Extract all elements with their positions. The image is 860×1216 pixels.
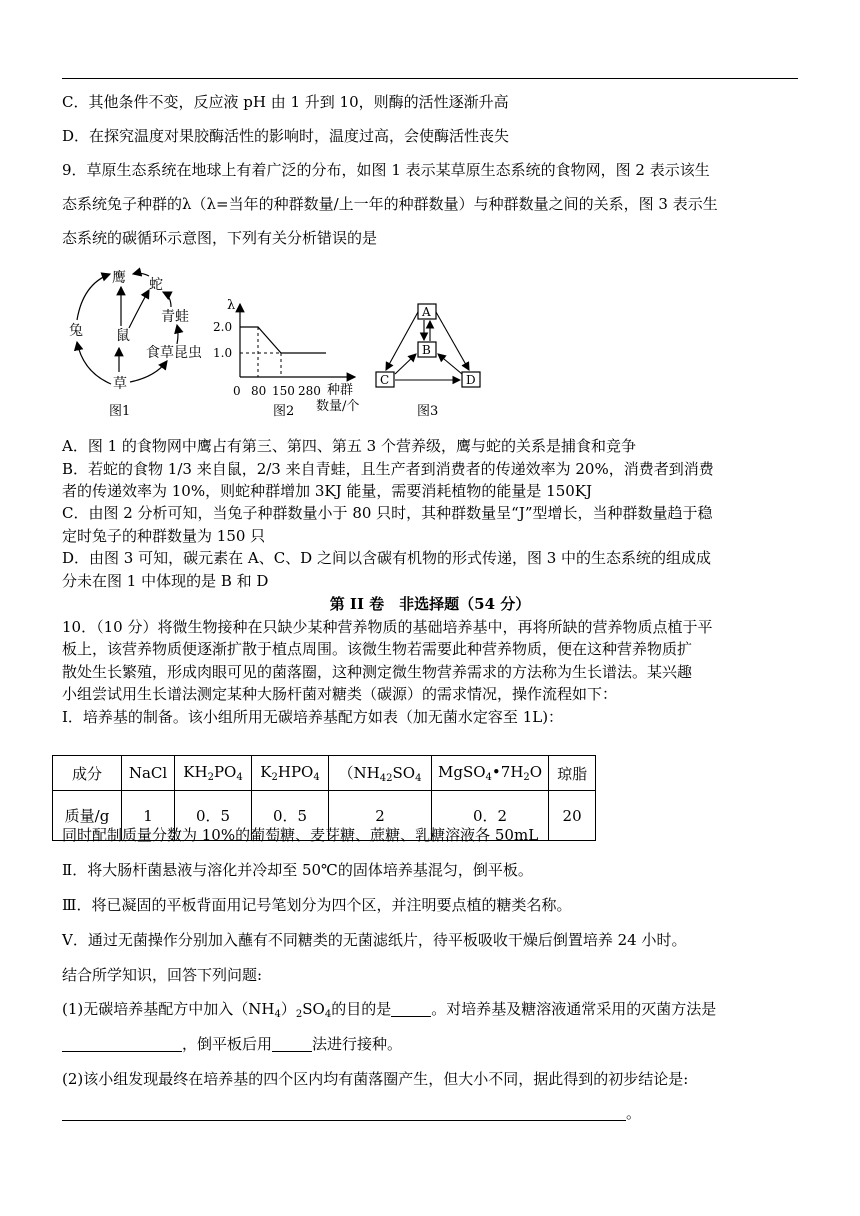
fig1-node-mouse: 鼠: [116, 328, 130, 344]
combine-text: 结合所学知识，回答下列问题:: [62, 966, 263, 984]
answer-blank[interactable]: [272, 1036, 312, 1052]
table-header-label: 成分: [53, 756, 122, 791]
q10-sub1-line1: (1)无碳培养基配方中加入$(NH_4)_2SO_4$的目的是 。对培养基及糖溶液通常采用的灭菌方法是: [62, 1000, 717, 1020]
q9-stem-line1: 9．草原生态系统在地球上有着广泛的分布，如图 1 表示某草原生态系统的食物网，图 2 表示该生: [62, 161, 710, 179]
q9-option-b-line2: 者的传递效率为 10%，则蛇种群增加 3KJ 能量，需要消耗植物的能量是 150KJ: [62, 482, 593, 500]
fig1-node-rabbit: 兔: [69, 323, 83, 339]
table-col-nh4so4: （$NH_{42}SO_4$: [329, 756, 432, 791]
q10-step1: Ⅰ．培养基的制备。该小组所用无碳培养基配方如表（加无菌水定容至 1L)：: [62, 708, 564, 726]
q9-stem-line3: 态系统的碳循环示意图，下列有关分析错误的是: [62, 229, 378, 247]
q9-stem-line2: 态系统兔子种群的λ（λ=当年的种群数量/上一年的种群数量）与种群数量之间的关系，图 3 表示生: [62, 195, 718, 213]
figure2-lambda-chart: [213, 298, 359, 419]
fig3-node-d: D: [466, 373, 476, 387]
fig2-y-tick-2: 2.0: [213, 320, 233, 334]
q8-option-c: C．其他条件不变，反应液 pH 由 1 升到 10，则酶的活性逐渐升高: [62, 93, 509, 111]
q10-step5: Ⅴ．通过无菌操作分别加入蘸有不同糖类的无菌滤纸片，待平板吸收干燥后倒置培养 24 小时。: [62, 931, 687, 949]
fig2-y-tick-1: 1.0: [213, 346, 233, 360]
fig2-caption: 图2: [273, 404, 295, 419]
top-rule: [62, 78, 798, 79]
q9-option-c-line1: C．由图 2 分析可知，当兔子种群数量小于 80 只时，其种群数量呈“J”型增长，当种群数量趋于稳: [62, 504, 713, 522]
q10-step2: Ⅱ．将大肠杆菌悬液与溶化并冷却至 50℃的固体培养基混匀，倒平板。: [62, 861, 533, 879]
fig3-node-a: A: [422, 305, 431, 319]
answer-blank[interactable]: [62, 1105, 626, 1121]
table-cell: 0．5: [175, 791, 252, 841]
q10-stem-line2: 板上，该营养物质便逐渐扩散于植点周围。该微生物若需要此种营养物质，便在这种营养物质扩: [62, 640, 693, 658]
table-row-label: 质量/g: [53, 791, 122, 841]
fig3-node-b: B: [422, 343, 431, 357]
fig2-x-tick-280: 280: [298, 384, 321, 398]
answer-blank[interactable]: [391, 1001, 431, 1017]
table-col-kh2po4: $KH_2PO_4$: [175, 756, 252, 791]
q9-figures: [55, 262, 505, 432]
fig1-node-frog: 青蛙: [161, 309, 189, 325]
figure3-carbon-cycle: [376, 304, 480, 419]
q10-sub1-line2: ，倒平板后用 法进行接种。: [62, 1034, 402, 1054]
fig1-node-snake: 蛇: [149, 277, 163, 293]
table-col-k2hpo4: $K_2HPO_4$: [252, 756, 329, 791]
table-col-mgso4: $MgSO_4•7H_2O$: [432, 756, 549, 791]
fig2-x-label-2: 数量/个: [316, 399, 360, 414]
table-cell: 1: [122, 791, 175, 841]
table-col-agar: 琼脂: [549, 756, 596, 791]
answer-blank[interactable]: [62, 1036, 182, 1052]
fig2-x-tick-0: 0: [233, 384, 241, 398]
q8-option-d: D．在探究温度对果胶酶活性的影响时，温度过高，会使酶活性丧失: [62, 127, 510, 145]
table-row: [53, 756, 596, 791]
q10-sub2-line1: (2)该小组发现最终在培养基的四个区内均有菌落圈产生，但大小不同，据此得到的初步结论是:: [62, 1070, 689, 1088]
fig2-y-label: λ: [227, 298, 236, 313]
q9-option-c-line2: 定时兔子的种群数量为 150 只: [62, 527, 266, 545]
fig3-caption: 图3: [417, 404, 439, 419]
fig1-node-insect: 食草昆虫: [146, 345, 202, 361]
fig2-x-label-1: 种群: [327, 383, 354, 398]
q9-option-d-line1: D．由图 3 可知，碳元素在 A、C、D 之间以含碳有机物的形式传递，图 3 中的生态系统的组成成: [62, 549, 712, 567]
fig2-x-tick-150: 150: [272, 384, 295, 398]
table-cell: 2: [329, 791, 432, 841]
fig3-node-c: C: [380, 373, 390, 387]
q9-option-a: A．图 1 的食物网中鹰占有第三、第四、第五 3 个营养级，鹰与蛇的关系是捕食和竞争: [62, 437, 636, 455]
fig2-x-tick-80: 80: [251, 384, 267, 398]
q10-step3: Ⅲ．将已凝固的平板背面用记号笔划分为四个区，并注明要点植的糖类名称。: [62, 896, 572, 914]
fig1-node-grass: 草: [113, 376, 127, 392]
q10-stem-line4: 小组尝试用生长谱法测定某种大肠杆菌对糖类（碳源）的需求情况，操作流程如下：: [62, 685, 618, 703]
fig1-caption: 图1: [109, 404, 131, 419]
table-cell: 20: [549, 791, 596, 841]
q10-sub2-line2: 。: [62, 1103, 641, 1123]
table-cell: 0．2: [432, 791, 549, 841]
after-table-text: 同时配制质量分数为 10%的葡萄糖、麦芽糖、蔗糖、乳糖溶液各 50mL: [62, 826, 539, 844]
section-heading: 第 II 卷 非选择题（54 分）: [329, 595, 531, 613]
q9-option-b-line1: B．若蛇的食物 1/3 来自鼠，2/3 来自青蛙，且生产者到消费者的传递效率为 20%，消费者到消费: [62, 460, 714, 478]
q9-option-d-line2: 分未在图 1 中体现的是 B 和 D: [62, 572, 269, 590]
q10-stem-line3: 散处生长繁殖，形成肉眼可见的菌落圈，这种测定微生物营养需求的方法称为生长谱法。某兴趣: [62, 663, 693, 681]
figure1-food-web: [69, 270, 202, 419]
q10-stem-line1: 10．（10 分）将微生物接种在只缺少某种营养物质的基础培养基中，再将所缺的营养物质点植于平: [62, 618, 713, 636]
fig1-node-eagle: 鹰: [112, 270, 126, 286]
table-cell: 0．5: [252, 791, 329, 841]
table-col-nacl: NaCl: [122, 756, 175, 791]
